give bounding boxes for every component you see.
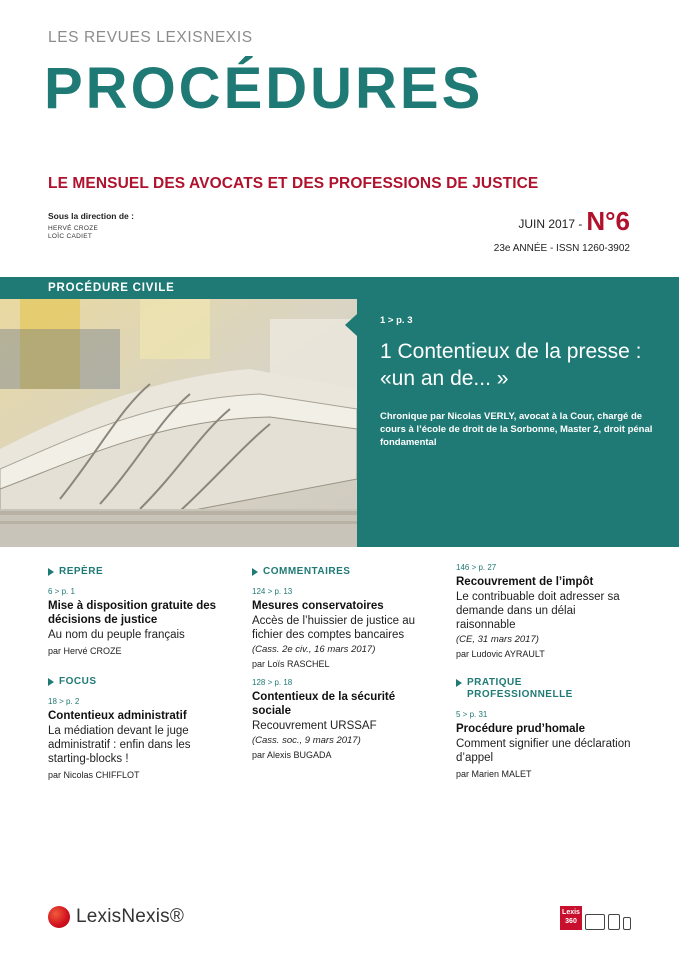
triangle-icon xyxy=(48,568,54,576)
section-label: COMMENTAIRES xyxy=(263,566,351,577)
article-citation: (CE, 31 mars 2017) xyxy=(456,634,539,645)
article-title: Mesures conservatoires xyxy=(252,600,384,612)
article-text: Au nom du peuple français xyxy=(48,629,185,641)
feature-section-label: PROCÉDURE CIVILE xyxy=(48,282,175,294)
column-right xyxy=(456,554,631,779)
article-title: Procédure prud’homale xyxy=(456,723,586,735)
feature-title[interactable]: 1 Contentieux de la presse : «un an de... » xyxy=(380,340,642,390)
section-heading-repere xyxy=(48,566,228,578)
column-left xyxy=(48,566,228,780)
article-ref: 18 > p. 2 xyxy=(48,697,80,706)
article-item[interactable] xyxy=(456,710,631,779)
article-text: La médiation devant le juge administratif : enfin dans les starting-blocks ! xyxy=(48,725,191,765)
panel-notch xyxy=(345,314,357,336)
article-ref: 124 > p. 13 xyxy=(252,587,293,596)
article-ref: 146 > p. 27 xyxy=(456,563,497,572)
issn-line: 23e ANNÉE - ISSN 1260-3902 xyxy=(493,243,630,254)
triangle-icon xyxy=(456,679,462,687)
article-ref: 5 > p. 31 xyxy=(456,710,488,719)
article-author: par Loïs RASCHEL xyxy=(252,659,330,669)
journal-title: PROCÉDURES xyxy=(44,56,484,121)
article-citation: (Cass. soc., 9 mars 2017) xyxy=(252,735,361,746)
article-text: Comment signifier une déclaration d’appel xyxy=(456,738,631,764)
feature-description: Chronique par Nicolas VERLY, avocat à la Cour, chargé de cours à l’école de droit de la Sorbonne, Master 2, droit pénal fondamental xyxy=(380,411,653,448)
article-ref: 6 > p. 1 xyxy=(48,587,75,596)
triangle-icon xyxy=(252,568,258,576)
article-title: Contentieux administratif xyxy=(48,710,187,722)
section-heading-commentaires xyxy=(252,566,427,578)
laptop-icon xyxy=(585,914,605,930)
article-author: par Nicolas CHIFFLOT xyxy=(48,770,140,780)
article-title: Contentieux de la sécurité sociale xyxy=(252,691,396,717)
director-name: LOÏC CADIET xyxy=(48,233,93,240)
section-label: FOCUS xyxy=(59,676,97,687)
article-title: Recouvrement de l’impôt xyxy=(456,576,594,588)
article-citation: (Cass. 2e civ., 16 mars 2017) xyxy=(252,644,376,655)
newspaper-illustration xyxy=(0,299,357,547)
article-text: Recouvrement URSSAF xyxy=(252,720,377,732)
section-label: REPÈRE xyxy=(59,566,104,577)
article-text: Le contribuable doit adresser sa demande dans un délai raisonnable xyxy=(456,591,620,631)
article-author: par Alexis BUGADA xyxy=(252,750,332,760)
section-heading-pratique xyxy=(456,677,631,701)
article-author: par Ludovic AYRAULT xyxy=(456,649,545,659)
article-author: par Hervé CROZE xyxy=(48,646,122,656)
feature-ref: 1 > p. 3 xyxy=(380,315,413,326)
journal-subtitle: LE MENSUEL DES AVOCATS ET DES PROFESSIONS DE JUSTICE xyxy=(48,175,539,192)
article-author: par Marien MALET xyxy=(456,769,532,779)
article-item[interactable] xyxy=(252,678,427,760)
section-label: PRATIQUE PROFESSIONNELLE xyxy=(467,677,573,700)
article-item[interactable] xyxy=(48,587,228,656)
digital-badge xyxy=(560,906,631,930)
issue-number: N°6 xyxy=(586,206,630,236)
director-name: HERVÉ CROZE xyxy=(48,225,99,232)
phone-icon xyxy=(623,917,631,930)
lexisnexis-logo xyxy=(48,906,184,928)
article-item[interactable] xyxy=(252,587,427,669)
logo-text: LexisNexis® xyxy=(76,906,185,927)
logo-globe-icon xyxy=(48,906,70,928)
series-label: LES REVUES LEXISNEXIS xyxy=(48,29,253,46)
article-title: Mise à disposition gratuite des décisions de justice xyxy=(48,600,217,626)
article-ref: 128 > p. 18 xyxy=(252,678,293,687)
direction-label: Sous la direction de : xyxy=(48,211,134,221)
article-item[interactable] xyxy=(48,697,228,780)
issue-block xyxy=(518,208,630,234)
tablet-icon xyxy=(608,914,620,930)
lexis-360-badge: Lexis 360 xyxy=(560,906,582,930)
column-middle xyxy=(252,566,427,760)
triangle-icon xyxy=(48,678,54,686)
newspaper-photo xyxy=(0,299,357,547)
issue-date: JUIN 2017 - xyxy=(518,217,583,231)
section-heading-focus xyxy=(48,676,228,688)
article-text: Accès de l’huissier de justice au fichier des comptes bancaires xyxy=(252,615,415,641)
article-item[interactable] xyxy=(456,563,631,659)
